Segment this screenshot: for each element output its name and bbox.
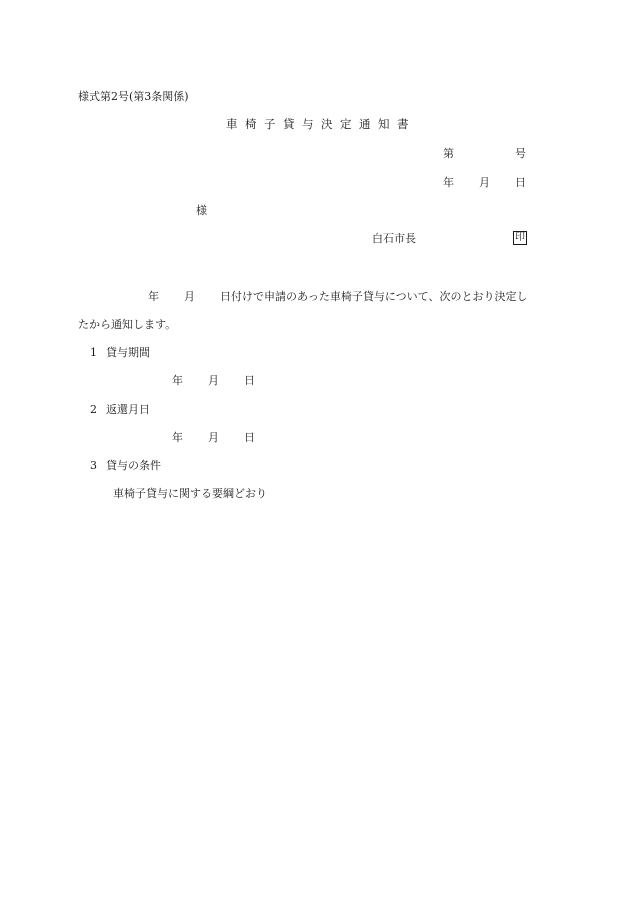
number-prefix: 第 bbox=[443, 147, 454, 160]
body-month: 月 bbox=[184, 290, 195, 303]
form-label: 様式第2号(第3条関係) bbox=[78, 90, 189, 103]
item-month: 月 bbox=[208, 431, 219, 444]
item-month: 月 bbox=[208, 374, 219, 387]
item-day: 日 bbox=[244, 374, 255, 387]
document-title: 車椅子貸与決定通知書 bbox=[226, 117, 416, 131]
item-label: 貸与期間 bbox=[106, 346, 150, 359]
date-day: 日 bbox=[515, 176, 526, 189]
item-value: 車椅子貸与に関する要綱どおり bbox=[113, 487, 267, 500]
body-year: 年 bbox=[148, 290, 159, 303]
body-line1: 日付けで申請のあった車椅子貸与について、次のとおり決定し bbox=[220, 290, 528, 303]
item-year: 年 bbox=[172, 431, 183, 444]
item-number: 1 bbox=[90, 346, 97, 359]
seal-mark: 印 bbox=[515, 232, 525, 243]
item-year: 年 bbox=[172, 374, 183, 387]
item-label: 貸与の条件 bbox=[106, 459, 161, 472]
item-number: 3 bbox=[90, 459, 97, 472]
date-year: 年 bbox=[443, 176, 454, 189]
item-number: 2 bbox=[90, 403, 97, 416]
date-month: 月 bbox=[479, 176, 490, 189]
number-suffix: 号 bbox=[515, 147, 526, 160]
item-day: 日 bbox=[244, 431, 255, 444]
item-label: 返還月日 bbox=[106, 403, 150, 416]
body-line2: たから通知します。 bbox=[78, 318, 177, 331]
issuer-name: 白石市長 bbox=[372, 232, 416, 245]
recipient-suffix: 様 bbox=[196, 204, 207, 217]
